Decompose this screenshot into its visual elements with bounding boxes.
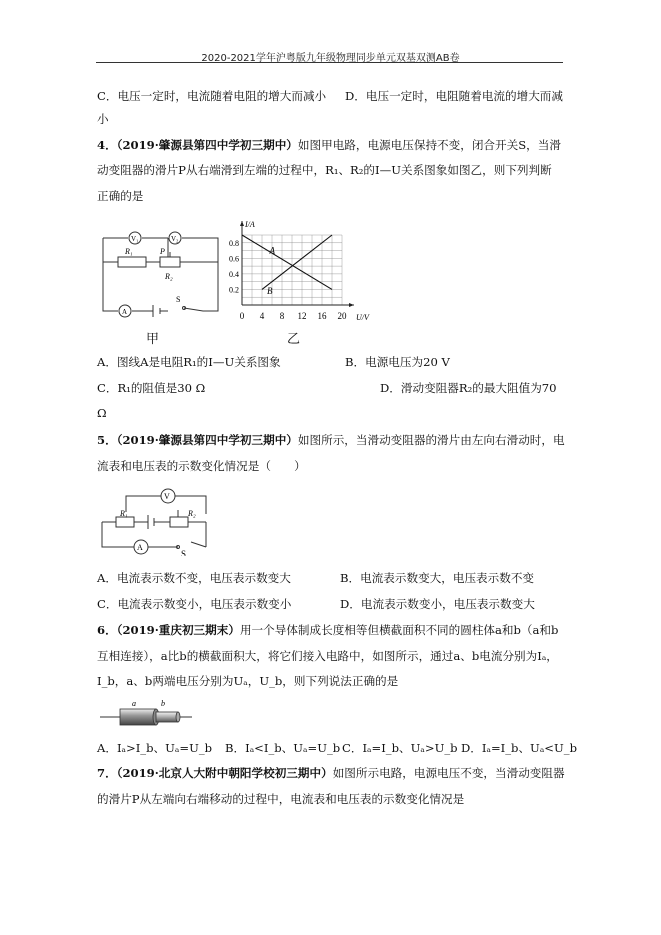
q4-stem-line2: 动变阻器的滑片P从右端滑到左端的过程中，R₁、R₂的I—U关系图象如图乙，则下列判断 [97,163,552,177]
q7-stem1: 如图所示电路，电源电压不变，当滑动变阻器 [332,766,565,780]
q6-number: 6． [97,623,117,637]
q3-option-d: D．电压一定时，电阻随着电流的增大而减 [345,89,563,103]
q5-stem-line1 [97,432,565,448]
q4-r1-label: R₁ [125,247,133,256]
chart-x-tick-label: 16 [317,311,327,321]
chart-series-label-B: B [267,286,273,297]
chart-x-tick-label: 12 [297,311,307,321]
q4-option-d-cont: Ω [97,406,107,420]
chart-x-tick-label: 4 [259,311,265,321]
q5-option-c: C．电流表示数变小，电压表示数变小 [97,597,292,611]
q4-number: 4． [97,138,117,152]
q4-ammeter-label: A [122,308,128,316]
q7-source: （2019·北京人大附中朝阳学校初三期中） [116,766,333,780]
q3-option-c: C．电压一定时，电流随着电阻的增大而减小 [97,89,327,103]
q4-circuit-diagram [98,228,223,323]
header-rule [96,62,563,63]
q5-option-a: A．电流表示数不变，电压表示数变大 [97,571,291,585]
q5-stem-line2: 流表和电压表的示数变化情况是（ ） [97,459,306,473]
q7-stem-line2: 的滑片P从左端向右端移动的过程中，电流表和电压表的示数变化情况是 [97,792,465,806]
q6-option-d: D．Iₐ=I_b、Uₐ<U_b [461,741,577,755]
q4-stem-line3: 正确的是 [97,189,144,203]
q5-switch-label: S [181,549,187,556]
chart-series-label-A: A [269,245,275,256]
q4-option-d: D．滑动变阻器R₂的最大阻值为70 [380,381,557,395]
q4-caption-left: 甲 [146,332,160,347]
q4-option-a: A．图线A是电阻R₁的I—U关系图象 [97,355,281,369]
q4-v1-label: V₁ [131,235,139,243]
q5-number: 5． [97,433,117,447]
q6-stem1: 用一个导体制成长度相等但横截面积不同的圆柱体a和b（a和b [239,623,559,637]
q6-option-a: A．Iₐ>I_b、Uₐ=U_b [97,741,213,755]
q4-p-label: P [160,247,165,256]
q5-source: （2019·肇源县第四中学初三期中） [116,433,298,447]
q4-v2-label: V₂ [171,235,179,243]
q6-label-a: a [132,699,136,708]
chart-x-tick-label: 20 [337,311,347,321]
q6-label-b: b [161,699,165,708]
chart-y-axis-label: I/A [245,220,255,229]
q4-r2-label: R₂ [165,272,173,281]
q5-option-d: D．电流表示数变小，电压表示数变大 [340,597,535,611]
q4-iu-graph [222,214,372,329]
q3-option-d-cont: 小 [97,112,109,126]
q7-number: 7． [97,766,117,780]
q5-circuit-diagram [98,486,210,556]
q5-voltmeter-label: V [164,492,170,501]
q4-stem-line1 [97,137,561,153]
page-header: 2020-2021学年沪粤版九年级物理同步单元双基双测AB卷 [201,53,460,64]
q4-switch-label: S [176,295,181,304]
chart-y-tick-label: 0.6 [229,254,239,264]
q6-option-b: B．Iₐ<I_b、Uₐ=U_b [225,741,341,755]
chart-x-arrow [349,303,354,307]
q4-option-b: B．电源电压为20 V [345,355,450,369]
q5-option-b: B．电流表示数变大，电压表示数不变 [340,571,535,585]
chart-series-line-A [242,235,332,289]
q4-source: （2019·肇源县第四中学初三期中） [116,138,298,152]
chart-x-axis-label: U/V [356,313,369,322]
q4-caption-right: 乙 [287,332,301,347]
chart-y-tick-label: 0.8 [229,238,239,248]
q6-stem-line3: I_b，a、b两端电压分别为Uₐ，U_b，则下列说法正确的是 [97,674,399,688]
q4-stem1: 如图甲电路，电源电压保持不变，闭合开关S，当滑 [297,138,561,152]
chart-x-tick-label: 8 [279,311,285,321]
chart-y-tick-label: 0.2 [229,285,239,295]
chart-x-tick-label: 0 [239,311,245,321]
q5-r1-label: R₁ [120,509,128,518]
q5-ammeter-label: A [137,543,143,552]
q5-r2-label: R₂ [188,509,196,518]
q7-stem-line1 [97,765,565,781]
q6-source: （2019·重庆初三期末） [116,623,240,637]
q6-stem-line2: 互相连接），a比b的横截面积大，将它们接入电路中，如图所示，通过a、b电流分别为Iₐ， [97,649,558,663]
q6-option-c: C．Iₐ=I_b、Uₐ>U_b [342,741,458,755]
q6-cylinder-figure [100,698,192,728]
chart-y-arrow [240,221,244,226]
chart-series-line-B [262,235,332,289]
q6-stem-line1 [97,622,558,638]
q4-option-c: C．R₁的阻值是30 Ω [97,381,206,395]
q5-stem1: 如图所示，当滑动变阻器的滑片由左向右滑动时，电 [297,433,565,447]
chart-y-tick-label: 0.4 [229,269,239,279]
